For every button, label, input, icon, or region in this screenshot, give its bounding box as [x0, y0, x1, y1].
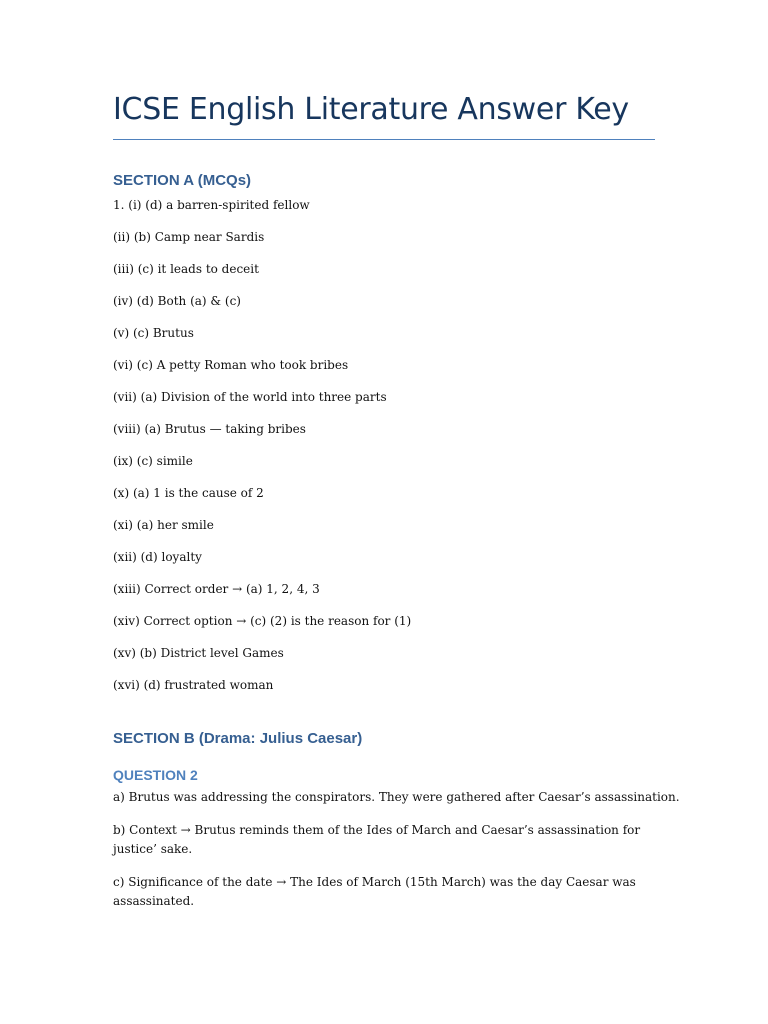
- mcq-answer-6: (vi) (c) A petty Roman who took bribes: [113, 358, 349, 372]
- question-2-answer-b: b) Context → Brutus reminds them of the Ides of March and Caesar’s assassination for justice’ sake.: [113, 823, 641, 856]
- mcq-answer-11: (xi) (a) her smile: [113, 518, 214, 532]
- mcq-answer-12: (xii) (d) loyalty: [113, 550, 202, 564]
- title-divider: [113, 139, 655, 140]
- mcq-answer-10: (x) (a) 1 is the cause of 2: [113, 486, 264, 500]
- question-2-answer-c: c) Significance of the date → The Ides of March (15th March) was the day Caesar was assassinated.: [113, 875, 636, 908]
- mcq-answer-15: (xv) (b) District level Games: [113, 646, 284, 660]
- section-b-heading: SECTION B (Drama: Julius Caesar): [113, 730, 363, 747]
- mcq-answer-1: 1. (i) (d) a barren-spirited fellow: [113, 198, 310, 212]
- mcq-answer-16: (xvi) (d) frustrated woman: [113, 678, 274, 692]
- mcq-answer-3: (iii) (c) it leads to deceit: [113, 262, 259, 276]
- document-title: ICSE English Literature Answer Key: [113, 92, 629, 127]
- section-a-heading: SECTION A (MCQs): [113, 172, 252, 189]
- question-2-answer-a: a) Brutus was addressing the conspirators. They were gathered after Caesar’s assassination.: [113, 790, 680, 804]
- mcq-answer-14: (xiv) Correct option → (c) (2) is the reason for (1): [113, 614, 412, 628]
- mcq-answer-5: (v) (c) Brutus: [113, 326, 194, 340]
- mcq-answer-9: (ix) (c) simile: [113, 454, 193, 468]
- mcq-answer-8: (viii) (a) Brutus — taking bribes: [113, 422, 306, 436]
- question-2-heading: QUESTION 2: [113, 767, 198, 783]
- mcq-answer-13: (xiii) Correct order → (a) 1, 2, 4, 3: [113, 582, 320, 596]
- mcq-answer-2: (ii) (b) Camp near Sardis: [113, 230, 265, 244]
- mcq-answer-4: (iv) (d) Both (a) & (c): [113, 294, 241, 308]
- mcq-answer-7: (vii) (a) Division of the world into three parts: [113, 390, 387, 404]
